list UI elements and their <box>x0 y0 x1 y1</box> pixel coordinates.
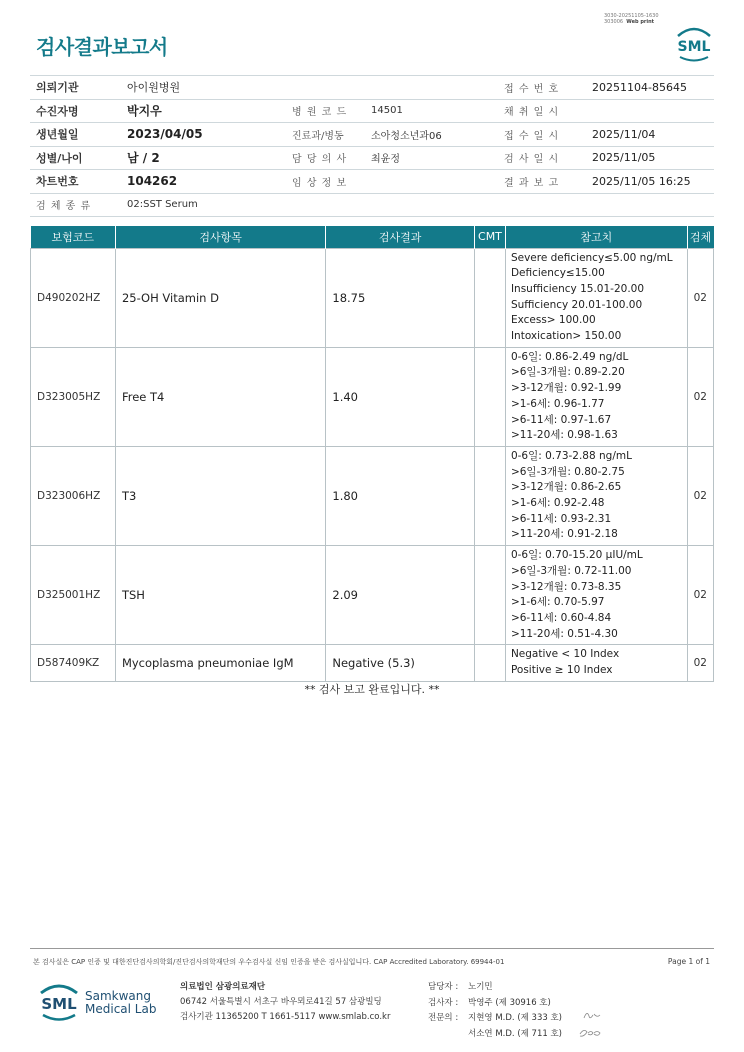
test-comment <box>474 645 505 681</box>
report-title: 검사결과보고서 <box>36 35 168 59</box>
label-test-date: 검 사 일 시 <box>498 146 586 170</box>
label-requesting-org: 의뢰기관 <box>30 76 121 100</box>
insurance-code: D323006HZ <box>31 446 116 545</box>
specimen-code: 02 <box>687 248 713 347</box>
reference-line: >1-6세: 0.92-2.48 <box>510 497 605 510</box>
result-row <box>31 248 714 347</box>
reference-line: >6일-3개월: 0.72-11.00 <box>510 564 632 577</box>
print-meta-line2: 303006 Web print <box>604 19 655 25</box>
sml-logo-text: SML <box>677 39 711 55</box>
value-report-date: 2025/11/05 16:25 <box>586 170 714 194</box>
reference-range <box>505 546 687 645</box>
value-accession-no: 20251104-85645 <box>586 76 714 100</box>
print-meta <box>604 13 659 25</box>
label-birth-date: 생년월일 <box>30 123 121 147</box>
info-row <box>30 146 714 170</box>
value-requesting-org: 아이원병원 <box>121 76 286 100</box>
staff-name: 지현영 M.D. (제 333 호) <box>468 1013 563 1023</box>
reference-line: >3-12개월: 0.73-8.35 <box>510 580 622 593</box>
value-clinical-info <box>365 170 498 194</box>
test-item: T3 <box>115 446 325 545</box>
label-department: 진료과/병동 <box>286 123 365 147</box>
reference-line: Intoxication> 150.00 <box>510 330 622 343</box>
header-reference: 참고치 <box>505 226 687 248</box>
test-comment <box>474 546 505 645</box>
value-collection-date <box>586 99 714 123</box>
staff-name: 노기민 <box>468 982 493 992</box>
insurance-code: D323005HZ <box>31 347 116 446</box>
brand-line1: Samkwang <box>85 989 151 1003</box>
label-clinical-info: 임 상 정 보 <box>286 170 365 194</box>
test-result: 2.09 <box>326 546 475 645</box>
insurance-code: D490202HZ <box>31 248 116 347</box>
reference-line: Negative < 10 Index <box>510 648 620 661</box>
org-address: 06742 서울특별시 서초구 바우뫼로41길 57 삼광빌딩 <box>180 997 382 1007</box>
report-complete-text: ** 검사 보고 완료입니다. ** <box>304 683 440 696</box>
reference-line: >3-12개월: 0.86-2.65 <box>510 481 622 494</box>
results-header-row <box>31 226 714 248</box>
test-result: 18.75 <box>326 248 475 347</box>
info-row <box>30 170 714 194</box>
test-item: 25-OH Vitamin D <box>115 248 325 347</box>
insurance-code: D325001HZ <box>31 546 116 645</box>
header-item: 검사항목 <box>115 226 325 248</box>
reference-line: Severe deficiency≤5.00 ng/mL <box>510 251 673 264</box>
reference-line: >6일-3개월: 0.80-2.75 <box>510 465 625 478</box>
reference-line: 0-6일: 0.86-2.49 ng/dL <box>510 350 629 363</box>
specimen-code: 02 <box>687 446 713 545</box>
reference-line: 0-6일: 0.73-2.88 ng/mL <box>510 449 632 462</box>
value-patient-name: 박지우 <box>121 99 286 123</box>
test-comment <box>474 248 505 347</box>
label-hospital-code: 병 원 코 드 <box>286 99 365 123</box>
label-sex-age: 성별/나이 <box>30 146 121 170</box>
organization-info <box>180 980 390 1025</box>
reference-line: >6일-3개월: 0.89-2.20 <box>510 366 625 379</box>
org-contact: 검사기관 11365200 T 1661-5117 www.smlab.co.kr <box>180 1012 391 1022</box>
staff-row <box>428 1011 562 1027</box>
sml-footer-logo-text: SML <box>41 995 77 1013</box>
value-birth-date: 2023/04/05 <box>121 123 286 147</box>
result-row <box>31 446 714 545</box>
reference-line: >6-11세: 0.93-2.31 <box>510 512 612 525</box>
test-result: 1.40 <box>326 347 475 446</box>
value-received-date: 2025/11/04 <box>586 123 714 147</box>
reference-range <box>505 446 687 545</box>
reference-range <box>505 248 687 347</box>
value-hospital-code: 14501 <box>365 99 498 123</box>
value-test-date: 2025/11/05 <box>586 146 714 170</box>
reference-line: Sufficiency 20.01-100.00 <box>510 298 643 311</box>
brand-name <box>85 990 156 1016</box>
reference-line: >1-6세: 0.70-5.97 <box>510 596 605 609</box>
reference-line: Deficiency≤15.00 <box>510 267 605 280</box>
staff-role <box>428 1027 468 1043</box>
certification-text: 본 검사실은 CAP 인증 및 대한진단검사의학회/진단검사의학재단의 우수검사실 신임 인증을 받은 검사실입니다. CAP Accredited Laboratory. 69944-01 <box>33 958 505 966</box>
staff-name: 서소연 M.D. (제 711 호) <box>468 1028 563 1039</box>
staff-role: 검사자 : <box>428 997 459 1008</box>
patient-info-table <box>30 75 714 217</box>
staff-row <box>428 1027 562 1043</box>
web-print-label: Web print <box>626 19 655 25</box>
value-specimen-type: 02:SST Serum <box>121 193 286 217</box>
result-row <box>31 645 714 681</box>
specimen-code: 02 <box>687 347 713 446</box>
org-name: 의료법인 삼광의료재단 <box>180 982 266 992</box>
test-comment <box>474 347 505 446</box>
test-item: TSH <box>115 546 325 645</box>
value-doctor: 최윤정 <box>365 146 498 170</box>
reference-line: 0-6일: 0.70-15.20 µIU/mL <box>510 549 643 562</box>
test-item: Free T4 <box>115 347 325 446</box>
print-meta-line1: 3030-20251105-1630 <box>604 13 659 19</box>
label-chart-no: 차트번호 <box>30 170 121 194</box>
test-item: Mycoplasma pneumoniae IgM <box>115 645 325 681</box>
reference-line: >6-11세: 0.97-1.67 <box>510 413 612 426</box>
staff-row <box>428 980 562 996</box>
reference-range <box>505 347 687 446</box>
reference-line: >6-11세: 0.60-4.84 <box>510 611 612 624</box>
header-cmt: CMT <box>474 226 505 248</box>
label-collection-date: 채 취 일 시 <box>498 99 586 123</box>
staff-row <box>428 996 562 1012</box>
label-specimen-type: 검 체 종 류 <box>30 193 121 217</box>
info-row <box>30 193 714 217</box>
reference-line: >11-20세: 0.98-1.63 <box>510 429 618 442</box>
reference-line: >11-20세: 0.51-4.30 <box>510 627 618 640</box>
info-row <box>30 99 714 123</box>
label-received-date: 접 수 일 시 <box>498 123 586 147</box>
label-doctor: 담 당 의 사 <box>286 146 365 170</box>
label-report-date: 결 과 보 고 <box>498 170 586 194</box>
staff-name: 박영주 (제 30916 호) <box>468 997 551 1008</box>
reference-line: >11-20세: 0.91-2.18 <box>510 528 618 541</box>
reference-line: Excess> 100.00 <box>510 314 596 327</box>
results-table <box>30 226 714 682</box>
header-specimen: 검체 <box>687 226 713 248</box>
value-chart-no: 104262 <box>121 170 286 194</box>
result-row <box>31 546 714 645</box>
sml-logo-icon <box>672 24 716 64</box>
page-number: Page 1 of 1 <box>667 957 710 966</box>
value-department: 소아청소년과06 <box>365 123 498 147</box>
value-sex-age: 남 / 2 <box>121 146 286 170</box>
staff-role: 담당자 : <box>428 982 459 992</box>
test-result: Negative (5.3) <box>326 645 475 681</box>
signature-icon <box>576 1006 610 1042</box>
label-patient-name: 수진자명 <box>30 99 121 123</box>
specimen-code: 02 <box>687 645 713 681</box>
reference-line: >3-12개월: 0.92-1.99 <box>510 382 622 395</box>
info-row <box>30 123 714 147</box>
brand-line2: Medical Lab <box>85 1002 157 1016</box>
result-row <box>31 347 714 446</box>
test-result: 1.80 <box>326 446 475 545</box>
insurance-code: D587409KZ <box>31 645 116 681</box>
reference-line: >1-6세: 0.96-1.77 <box>510 397 605 410</box>
specimen-code: 02 <box>687 546 713 645</box>
header-result: 검사결과 <box>326 226 475 248</box>
reference-range <box>505 645 687 681</box>
sml-footer-logo-icon <box>36 980 82 1024</box>
label-accession-no: 접 수 번 호 <box>498 76 586 100</box>
reference-line: Positive ≥ 10 Index <box>510 664 613 677</box>
footer-divider <box>30 948 714 949</box>
reference-line: Insufficiency 15.01-20.00 <box>510 282 645 295</box>
staff-info <box>428 980 562 1042</box>
header-code: 보험코드 <box>31 226 116 248</box>
staff-role: 전문의 : <box>428 1013 459 1023</box>
info-row <box>30 76 714 100</box>
test-comment <box>474 446 505 545</box>
